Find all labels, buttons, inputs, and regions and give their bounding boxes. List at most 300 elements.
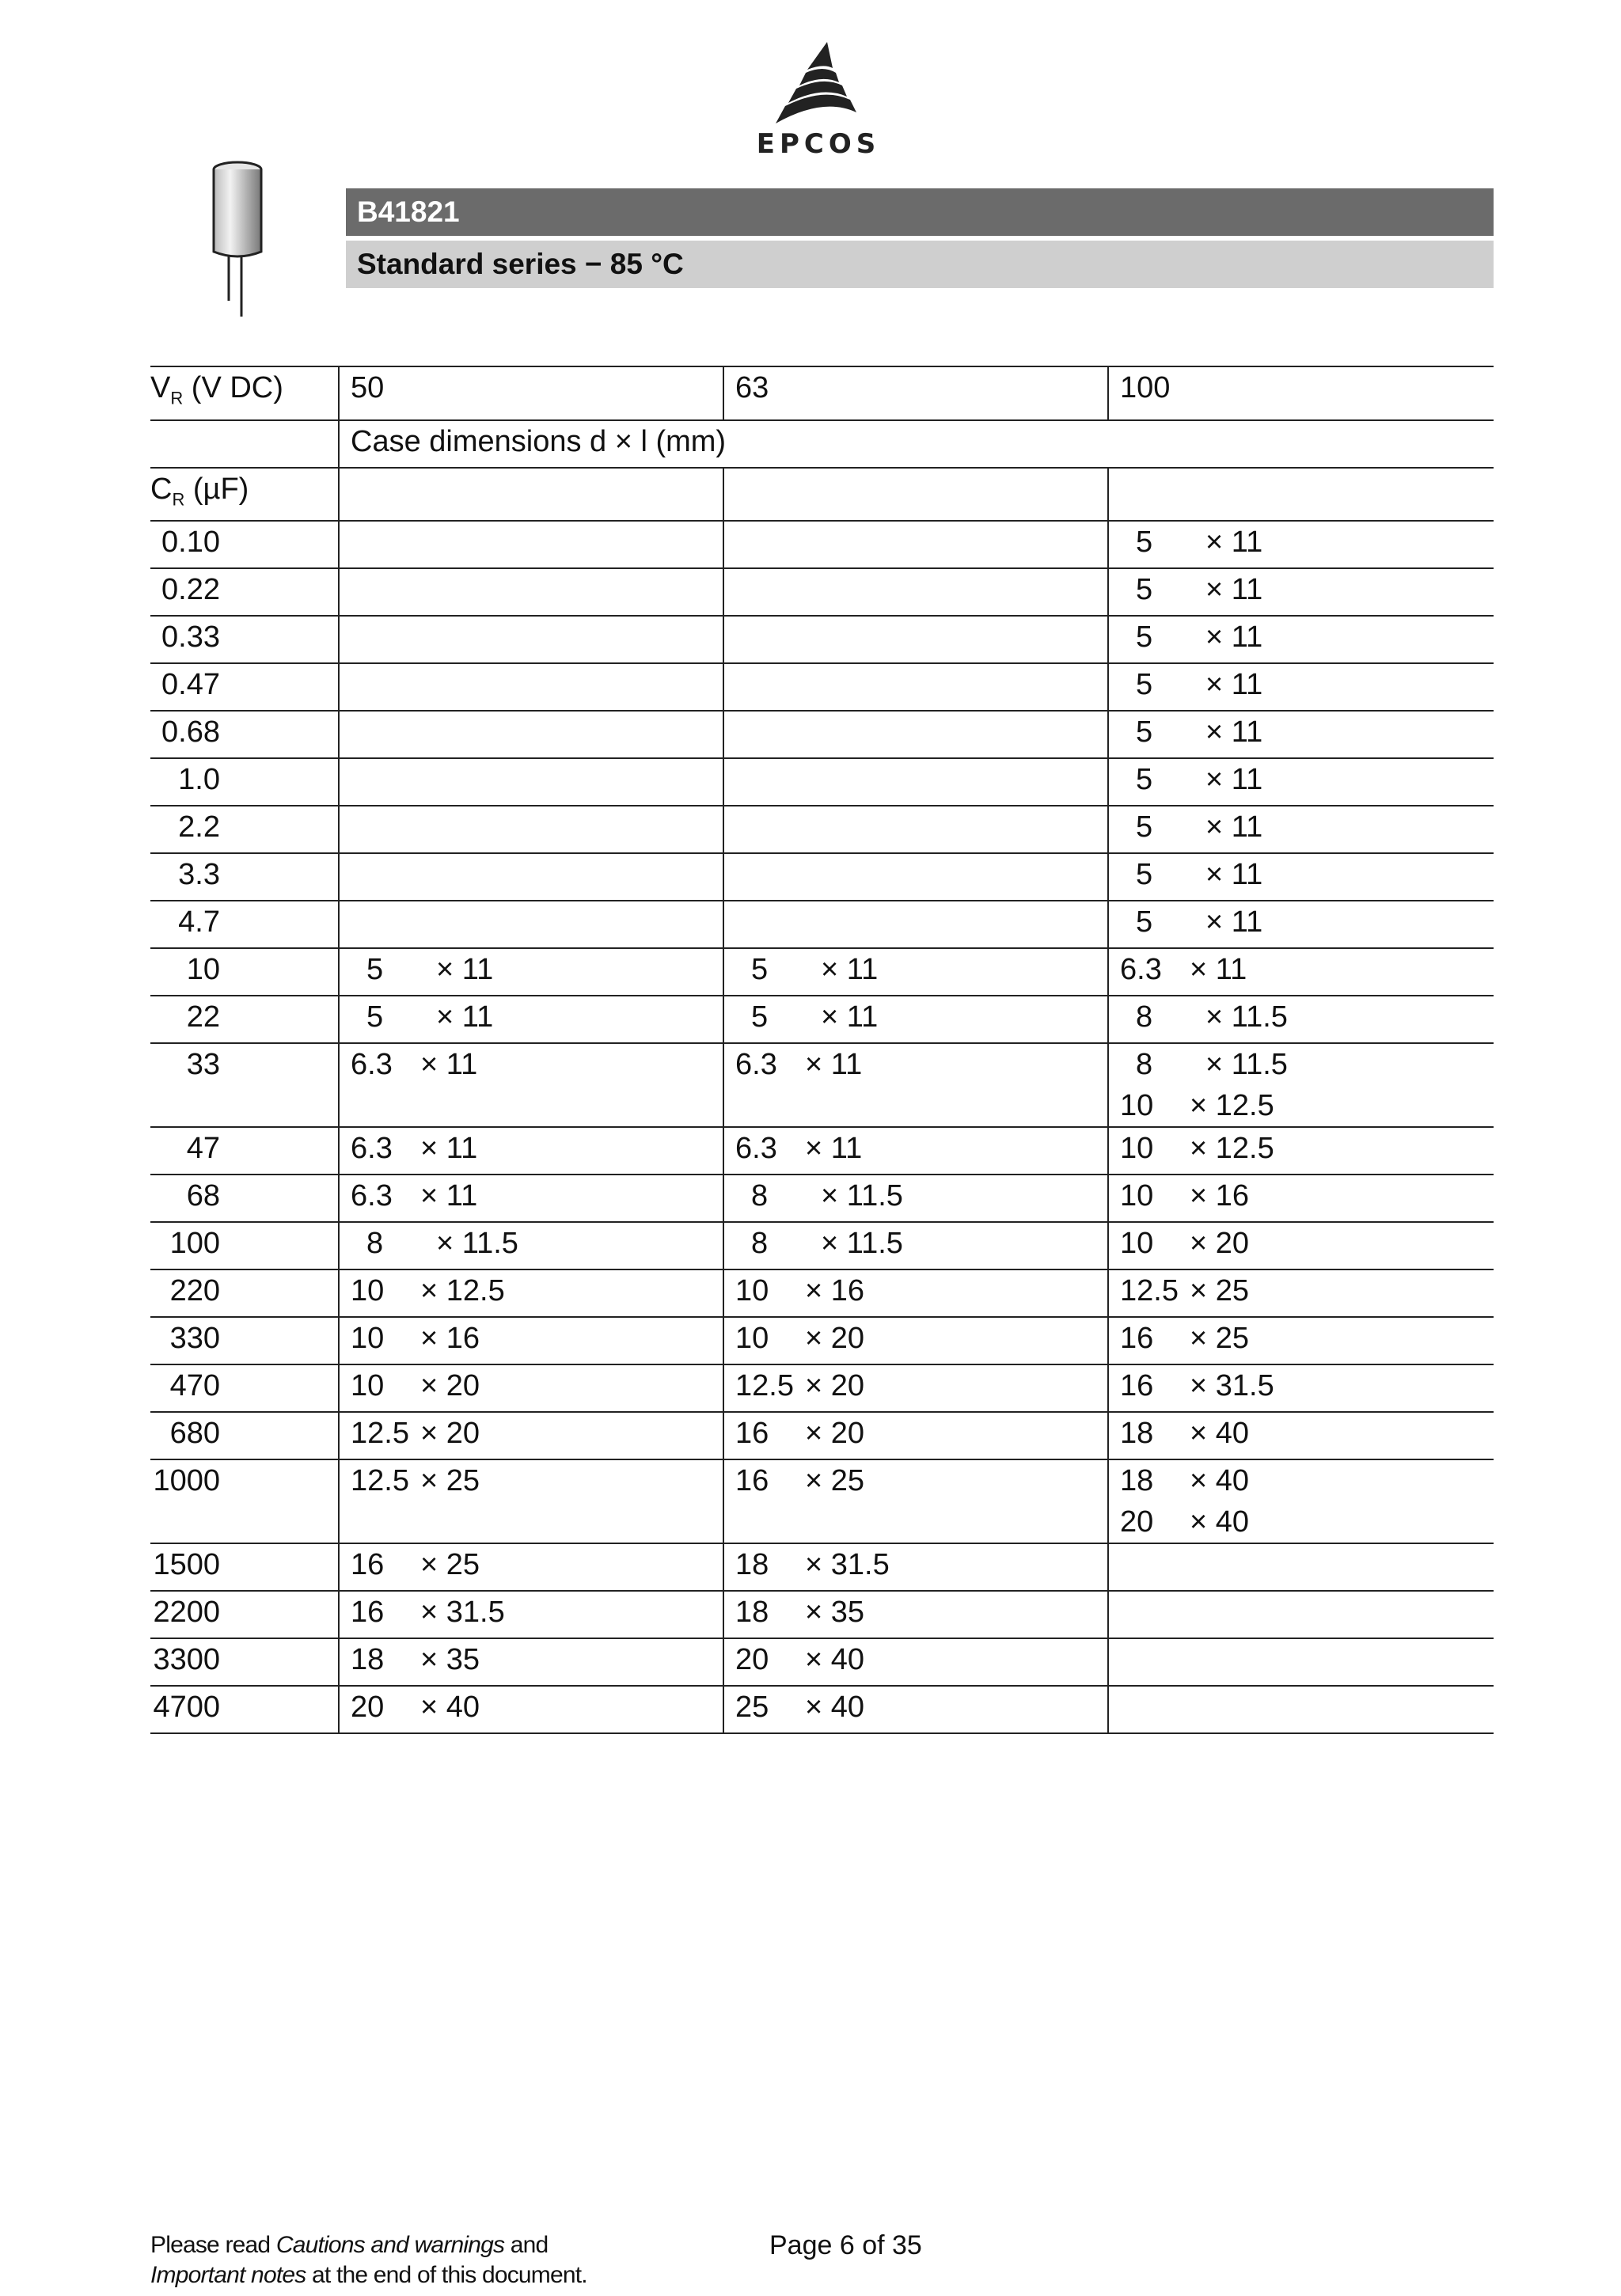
dimension-cell (339, 1638, 723, 1686)
dimension-entry: 10 × 12.5 (1120, 1085, 1494, 1126)
dimension-cell (723, 1364, 1108, 1412)
dimension-cell (1108, 853, 1494, 901)
diameter-value: 18 (1120, 1417, 1154, 1451)
diameter-value: 10 (1120, 1227, 1154, 1261)
diameter-value: 12.5 (1120, 1274, 1179, 1308)
dimension-entry: 8 × 11.5 (351, 1223, 723, 1264)
dimension-entry: 5 × 11 (1120, 522, 1494, 563)
length-value: 11 (1231, 763, 1263, 797)
diameter-value: 10 (351, 1274, 385, 1308)
capacitance-cell (150, 1591, 339, 1638)
length-value: 11 (846, 1000, 879, 1034)
capacitance-value: 10 (186, 953, 220, 987)
length-value: 20 (830, 1322, 865, 1356)
diameter-value: 10 (735, 1322, 769, 1356)
capacitance-cell (150, 996, 339, 1043)
dimension-cell (723, 1127, 1108, 1175)
dimension-cell (1108, 568, 1494, 616)
length-value: 20 (1215, 1227, 1250, 1261)
diameter-value: 20 (735, 1643, 769, 1677)
length-value: 11 (1231, 715, 1263, 750)
dimension-entry: 5 × 11 (1120, 712, 1494, 753)
dimension-cell (339, 1127, 723, 1175)
dimension-cell (1108, 1175, 1494, 1222)
dimension-cell (339, 521, 723, 568)
table-row (150, 1638, 1494, 1686)
cr-unit: (µF) (184, 472, 249, 506)
length-value: 11 (1231, 620, 1263, 655)
empty-cell (1108, 468, 1494, 522)
voltage-100-cell: 100 (1108, 366, 1494, 420)
length-value: 16 (446, 1322, 480, 1356)
dimension-entry: 6.3 × 11 (351, 1128, 723, 1169)
length-value: 20 (446, 1369, 480, 1403)
dimension-cell (339, 616, 723, 663)
capacitance-value: 47 (186, 1132, 220, 1166)
capacitance-value: 1000 (153, 1464, 220, 1498)
diameter-value: 16 (735, 1464, 769, 1498)
empty-cell (339, 468, 723, 522)
dimension-cell (723, 616, 1108, 663)
dimension-entry: 18 × 35 (351, 1639, 723, 1680)
length-value: 31.5 (1215, 1369, 1274, 1403)
dimension-cell (1108, 521, 1494, 568)
diameter-value: 18 (351, 1643, 385, 1677)
capacitance-cell (150, 616, 339, 663)
dimension-cell (723, 806, 1108, 853)
length-value: 11 (830, 1132, 863, 1166)
dimension-entry: 16 × 31.5 (351, 1592, 723, 1633)
table-row (150, 521, 1494, 568)
capacitance-cell (150, 1269, 339, 1317)
diameter-value: 8 (1136, 1048, 1153, 1082)
dimension-entry: 10 × 16 (1120, 1175, 1494, 1216)
capacitor-icon (202, 158, 273, 324)
dimension-entry: 16 × 20 (735, 1413, 1107, 1454)
dimension-entry: 5 × 11 (351, 949, 723, 990)
footer-text: and (504, 2232, 549, 2258)
diameter-value: 10 (351, 1322, 385, 1356)
capacitance-cell (150, 901, 339, 948)
diameter-value: 6.3 (735, 1048, 777, 1082)
dimension-entry: 6.3 × 11 (351, 1044, 723, 1085)
capacitance-value: 330 (169, 1322, 220, 1356)
dimension-cell (1108, 1591, 1494, 1638)
voltage-header-row (150, 366, 1494, 420)
capacitance-value: 0.22 (161, 573, 220, 607)
table-row (150, 948, 1494, 996)
empty-cell (723, 468, 1108, 522)
diameter-value: 8 (1136, 1000, 1153, 1034)
capacitance-value: 33 (186, 1048, 220, 1082)
capacitance-value: 68 (186, 1179, 220, 1213)
dimension-cell (723, 1543, 1108, 1591)
capacitance-cell (150, 521, 339, 568)
dimension-cell (339, 948, 723, 996)
diameter-value: 10 (735, 1274, 769, 1308)
dimension-cell (1108, 711, 1494, 758)
table-row (150, 1459, 1494, 1543)
dimension-cell (723, 1269, 1108, 1317)
diameter-value: 12.5 (351, 1464, 409, 1498)
dimension-entry: 8 × 11.5 (1120, 1044, 1494, 1085)
table-row (150, 996, 1494, 1043)
capacitance-cell (150, 1459, 339, 1543)
length-value: 12.5 (446, 1274, 505, 1308)
diameter-value: 5 (1136, 668, 1153, 702)
capacitance-value: 2.2 (178, 810, 220, 844)
diameter-value: 16 (735, 1417, 769, 1451)
dimension-cell (723, 1412, 1108, 1459)
table-row (150, 1175, 1494, 1222)
table-row (150, 1317, 1494, 1364)
dimension-cell (723, 663, 1108, 711)
dimension-entry: 18 × 35 (735, 1592, 1107, 1633)
diameter-value: 18 (1120, 1464, 1154, 1498)
dimension-entry: 10 × 20 (735, 1318, 1107, 1359)
capacitance-cell (150, 1222, 339, 1269)
important-notes-text: Important notes (150, 2262, 306, 2288)
dimension-cell (723, 1686, 1108, 1733)
dimension-cell (339, 1543, 723, 1591)
capacitance-value: 1500 (153, 1548, 220, 1582)
diameter-value: 5 (751, 953, 769, 987)
length-value: 16 (830, 1274, 865, 1308)
dimension-cell (1108, 1638, 1494, 1686)
dimension-entry: 16 × 25 (1120, 1318, 1494, 1359)
capacitance-cell (150, 948, 339, 996)
diameter-value: 10 (1120, 1179, 1154, 1213)
length-value: 12.5 (1215, 1132, 1274, 1166)
length-value: 11 (446, 1132, 478, 1166)
case-dimensions-label: Case dimensions d × l (mm) (339, 420, 1494, 468)
length-value: 11 (1231, 526, 1263, 560)
length-value: 35 (830, 1596, 865, 1630)
dimension-cell (339, 663, 723, 711)
case-dimensions-row (150, 420, 1494, 468)
capacitance-cell (150, 758, 339, 806)
capacitance-cell (150, 1043, 339, 1127)
length-value: 11 (461, 1000, 494, 1034)
diameter-value: 6.3 (351, 1132, 393, 1166)
diameter-value: 16 (1120, 1369, 1154, 1403)
length-value: 11 (1215, 953, 1247, 987)
table-row (150, 1686, 1494, 1733)
length-value: 11.5 (846, 1179, 903, 1213)
dimension-entry: 18 × 40 (1120, 1460, 1494, 1501)
table-row (150, 901, 1494, 948)
dimension-cell (1108, 948, 1494, 996)
dimension-cell (339, 1222, 723, 1269)
dimension-cell (1108, 1127, 1494, 1175)
length-value: 11 (1231, 810, 1263, 844)
dimension-cell (723, 1317, 1108, 1364)
capacitance-value: 1.0 (178, 763, 220, 797)
voltage-63-cell: 63 (723, 366, 1108, 420)
capacitance-cell (150, 853, 339, 901)
dimension-entry: 6.3 × 11 (735, 1044, 1107, 1085)
capacitance-cell (150, 711, 339, 758)
dimension-cell (339, 1459, 723, 1543)
capacitance-cell (150, 663, 339, 711)
length-value: 11 (1231, 573, 1263, 607)
dimension-entry: 5 × 11 (351, 996, 723, 1038)
diameter-value: 5 (1136, 763, 1153, 797)
dimension-cell (723, 1591, 1108, 1638)
dimension-entry: 5 × 11 (1120, 901, 1494, 943)
dimension-cell (1108, 1686, 1494, 1733)
diameter-value: 16 (351, 1548, 385, 1582)
table-row (150, 1364, 1494, 1412)
length-value: 16 (1215, 1179, 1250, 1213)
diameter-value: 8 (751, 1179, 769, 1213)
capacitance-cell (150, 806, 339, 853)
table-row (150, 806, 1494, 853)
table-row (150, 758, 1494, 806)
dimension-cell (1108, 996, 1494, 1043)
diameter-value: 6.3 (351, 1048, 393, 1082)
dimension-cell (339, 1412, 723, 1459)
dimension-entry: 12.5 × 25 (351, 1460, 723, 1501)
capacitance-value: 0.47 (161, 668, 220, 702)
length-value: 20 (830, 1417, 865, 1451)
diameter-value: 8 (366, 1227, 384, 1261)
capacitance-cell (150, 1317, 339, 1364)
length-value: 11 (461, 953, 494, 987)
dimension-entry: 10 × 20 (1120, 1223, 1494, 1264)
length-value: 11 (1231, 668, 1263, 702)
dimension-cell (1108, 663, 1494, 711)
diameter-value: 5 (366, 953, 384, 987)
table-row (150, 1543, 1494, 1591)
capacitance-value: 100 (169, 1227, 220, 1261)
capacitance-cell (150, 568, 339, 616)
voltage-50-cell: 50 (339, 366, 723, 420)
capacitance-cell (150, 1127, 339, 1175)
table-body (150, 366, 1494, 1733)
diameter-value: 18 (735, 1596, 769, 1630)
table-row (150, 1269, 1494, 1317)
dimension-cell (723, 996, 1108, 1043)
dimension-entry: 5 × 11 (735, 996, 1107, 1038)
diameter-value: 5 (1136, 810, 1153, 844)
diameter-value: 6.3 (351, 1179, 393, 1213)
dimension-entry: 10 × 12.5 (1120, 1128, 1494, 1169)
diameter-value: 16 (351, 1596, 385, 1630)
length-value: 20 (446, 1417, 480, 1451)
diameter-value: 10 (1120, 1132, 1154, 1166)
dimension-entry: 20 × 40 (735, 1639, 1107, 1680)
cr-label-cell (150, 468, 339, 522)
length-value: 20 (830, 1369, 865, 1403)
length-value: 31.5 (830, 1548, 890, 1582)
capacitance-value: 4700 (153, 1691, 220, 1725)
dimension-entry: 6.3 × 11 (735, 1128, 1107, 1169)
dimension-entry: 10 × 16 (735, 1270, 1107, 1311)
vr-unit: (V DC) (183, 371, 283, 404)
capacitance-value: 0.33 (161, 620, 220, 655)
diameter-value: 25 (735, 1691, 769, 1725)
length-value: 25 (446, 1464, 480, 1498)
diameter-value: 5 (366, 1000, 384, 1034)
table-row (150, 1127, 1494, 1175)
table-row (150, 663, 1494, 711)
table-row (150, 1412, 1494, 1459)
length-value: 35 (446, 1643, 480, 1677)
dimension-entry: 20 × 40 (1120, 1501, 1494, 1543)
dimension-cell (723, 758, 1108, 806)
table-row (150, 711, 1494, 758)
table-row (150, 853, 1494, 901)
dimension-entry: 5 × 11 (735, 949, 1107, 990)
capacitance-cell (150, 1364, 339, 1412)
case-dimensions-table (150, 366, 1494, 1734)
dimension-cell (723, 853, 1108, 901)
diameter-value: 5 (1136, 905, 1153, 939)
footer-note (150, 2230, 587, 2290)
table-row (150, 1591, 1494, 1638)
capacitance-cell (150, 1412, 339, 1459)
dimension-cell (339, 806, 723, 853)
length-value: 25 (830, 1464, 865, 1498)
capacitance-cell (150, 1686, 339, 1733)
diameter-value: 5 (751, 1000, 769, 1034)
dimension-cell (723, 521, 1108, 568)
length-value: 40 (1215, 1505, 1250, 1539)
diameter-value: 16 (1120, 1322, 1154, 1356)
dimension-cell (339, 901, 723, 948)
length-value: 40 (1215, 1417, 1250, 1451)
vr-label: V (150, 371, 171, 404)
diameter-value: 5 (1136, 620, 1153, 655)
diameter-value: 20 (351, 1691, 385, 1725)
diameter-value: 12.5 (351, 1417, 409, 1451)
length-value: 11 (446, 1048, 478, 1082)
dimension-cell (1108, 1364, 1494, 1412)
length-value: 25 (1215, 1322, 1250, 1356)
capacitance-value: 470 (169, 1369, 220, 1403)
capacitance-value: 680 (169, 1417, 220, 1451)
dimension-cell (1108, 1459, 1494, 1543)
capacitance-value: 220 (169, 1274, 220, 1308)
dimension-entry: 5 × 11 (1120, 569, 1494, 610)
brand-logo-text: EPCOS (756, 128, 881, 160)
dimension-cell (1108, 1222, 1494, 1269)
length-value: 25 (446, 1548, 480, 1582)
dimension-cell (723, 1175, 1108, 1222)
dimension-cell (1108, 806, 1494, 853)
dimension-cell (723, 948, 1108, 996)
dimension-entry: 5 × 11 (1120, 854, 1494, 895)
dimension-entry: 10 × 20 (351, 1365, 723, 1406)
capacitance-value: 22 (186, 1000, 220, 1034)
cautions-link-text: Cautions and warnings (275, 2232, 505, 2258)
table-row (150, 568, 1494, 616)
dimension-entry: 5 × 11 (1120, 664, 1494, 705)
length-value: 11 (830, 1048, 863, 1082)
dimension-cell (339, 758, 723, 806)
dimension-cell (339, 1269, 723, 1317)
length-value: 12.5 (1215, 1089, 1274, 1123)
dimension-cell (1108, 1543, 1494, 1591)
dimension-entry: 5 × 11 (1120, 806, 1494, 848)
dimension-entry: 8 × 11.5 (1120, 996, 1494, 1038)
diameter-value: 18 (735, 1548, 769, 1582)
dimension-cell (1108, 1269, 1494, 1317)
dimension-entry: 6.3 × 11 (351, 1175, 723, 1216)
capacitance-value: 0.10 (161, 526, 220, 560)
length-value: 11 (1231, 858, 1263, 892)
length-value: 40 (1215, 1464, 1250, 1498)
diameter-value: 5 (1136, 858, 1153, 892)
footer-text: at the end of this document. (306, 2262, 587, 2288)
dimension-cell (1108, 616, 1494, 663)
diameter-value: 5 (1136, 715, 1153, 750)
diameter-value: 10 (351, 1369, 385, 1403)
diameter-value: 20 (1120, 1505, 1154, 1539)
dimension-cell (723, 1222, 1108, 1269)
length-value: 40 (830, 1643, 865, 1677)
footer-text: Please read (150, 2232, 276, 2258)
dimension-entry: 5 × 11 (1120, 759, 1494, 800)
dimension-cell (339, 711, 723, 758)
capacitance-value: 3300 (153, 1643, 220, 1677)
length-value: 11 (846, 953, 879, 987)
length-value: 31.5 (446, 1596, 505, 1630)
length-value: 40 (830, 1691, 865, 1725)
vr-label-cell (150, 366, 339, 420)
dimension-cell (1108, 901, 1494, 948)
dimension-cell (339, 568, 723, 616)
dimension-entry: 6.3 × 11 (1120, 949, 1494, 990)
diameter-value: 6.3 (1120, 953, 1162, 987)
dimension-cell (339, 996, 723, 1043)
dimension-entry: 20 × 40 (351, 1687, 723, 1728)
dimension-entry: 12.5 × 25 (1120, 1270, 1494, 1311)
dimension-cell (1108, 758, 1494, 806)
dimension-cell (723, 568, 1108, 616)
dimension-entry: 18 × 40 (1120, 1413, 1494, 1454)
cr-subscript: R (172, 489, 185, 510)
dimension-entry: 18 × 31.5 (735, 1544, 1107, 1585)
length-value: 11.5 (1231, 1048, 1288, 1082)
cr-header-row (150, 468, 1494, 522)
length-value: 11.5 (461, 1227, 518, 1261)
page-number: Page 6 of 35 (769, 2230, 922, 2260)
dimension-cell (339, 1686, 723, 1733)
dimension-cell (1108, 1317, 1494, 1364)
empty-cell (150, 420, 339, 468)
diameter-value: 5 (1136, 573, 1153, 607)
dimension-entry: 8 × 11.5 (735, 1175, 1107, 1216)
diameter-value: 5 (1136, 526, 1153, 560)
cr-label: C (150, 472, 173, 506)
capacitance-value: 4.7 (178, 905, 220, 939)
table-row (150, 1222, 1494, 1269)
length-value: 11 (1231, 905, 1263, 939)
dimension-cell (723, 901, 1108, 948)
dimension-cell (339, 1317, 723, 1364)
dimension-cell (339, 853, 723, 901)
dimension-entry: 10 × 12.5 (351, 1270, 723, 1311)
dimension-entry: 12.5 × 20 (735, 1365, 1107, 1406)
capacitance-cell (150, 1543, 339, 1591)
part-number-bar: B41821 (346, 188, 1494, 236)
diameter-value: 8 (751, 1227, 769, 1261)
diameter-value: 6.3 (735, 1132, 777, 1166)
vr-subscript: R (170, 388, 184, 408)
length-value: 11.5 (846, 1227, 903, 1261)
